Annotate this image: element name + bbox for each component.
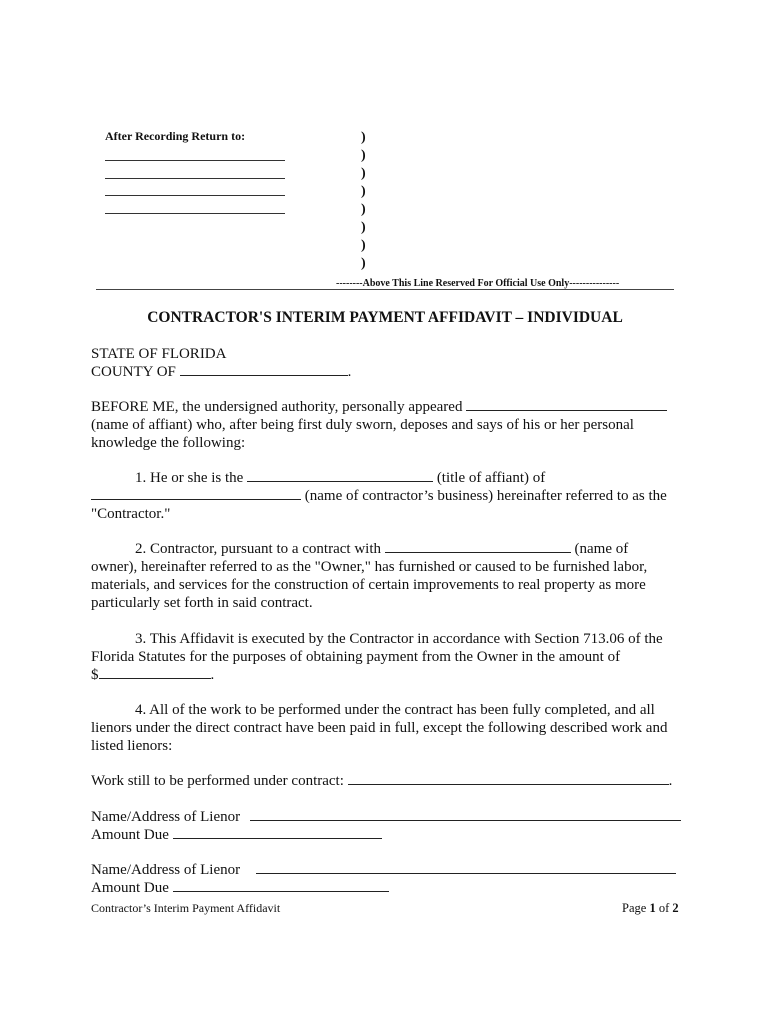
lienor-2-amount-line (91, 879, 676, 897)
lienor-name-label: Name/Address of Lienor (91, 862, 241, 878)
recording-return-label: After Recording Return to: (105, 129, 246, 143)
lienor-2-name-blank[interactable] (256, 861, 676, 874)
para2-line-2: owner), hereinafter referred to as the "Owner," has furnished or caused to be furnished labor, (91, 559, 648, 575)
bracket-paren: ) (361, 130, 366, 145)
lienor-1-name-line (91, 808, 676, 826)
intro-line-3: knowledge the following: (91, 435, 246, 451)
official-use-note: --------Above This Line Reserved For Official Use Only--------------- (336, 278, 620, 289)
bracket-paren: ) (361, 238, 366, 253)
work-remaining-blank[interactable] (348, 772, 669, 785)
recording-address-line[interactable] (105, 213, 285, 214)
intro-line-2: (name of affiant) who, after being first duly sworn, deposes and says of his or her personal (91, 417, 634, 433)
county-label: COUNTY OF (91, 364, 176, 380)
document-title: CONTRACTOR'S INTERIM PAYMENT AFFIDAVIT – INDIVIDUAL (147, 309, 623, 326)
contractor-business-blank[interactable] (91, 487, 301, 500)
para3-line-3 (91, 666, 676, 684)
recording-address-line[interactable] (105, 160, 285, 161)
recording-address-line[interactable] (105, 178, 285, 179)
county-line (91, 363, 676, 381)
page-indicator (622, 901, 679, 916)
bracket-paren: ) (361, 220, 366, 235)
lienor-2-amount-blank[interactable] (173, 879, 389, 892)
lienor-1-amount-blank[interactable] (173, 826, 382, 839)
owner-name-blank[interactable] (385, 540, 571, 553)
amount-due-label: Amount Due (91, 827, 169, 843)
para2-text-a: 2. Contractor, pursuant to a contract with (135, 541, 381, 557)
para2-line-3: materials, and services for the construction of certain improvements to real property as more (91, 577, 646, 593)
para3-line-1: 3. This Affidavit is executed by the Contractor in accordance with Section 713.06 of the (135, 631, 663, 647)
bracket-paren: ) (361, 184, 366, 199)
payment-amount-blank[interactable] (99, 666, 211, 679)
work-period: . (668, 773, 673, 789)
para1-text-a: 1. He or she is the (135, 470, 244, 486)
page-total: 2 (672, 901, 679, 915)
bracket-paren: ) (361, 256, 366, 271)
bracket-paren: ) (361, 166, 366, 181)
para4-line-1: 4. All of the work to be performed under the contract has been fully completed, and all (135, 702, 655, 718)
para1-line-3: "Contractor." (91, 506, 171, 522)
county-period: . (347, 364, 352, 380)
intro-line-1 (91, 398, 676, 416)
intro-before-text: BEFORE ME, the undersigned authority, personally appeared (91, 399, 463, 415)
footer-doc-title: Contractor’s Interim Payment Affidavit (91, 901, 281, 915)
lienor-1-amount-line (91, 826, 676, 844)
dollar-sign: $ (91, 667, 99, 683)
para4-line-2: lienors under the direct contract have been paid in full, except the following described work and (91, 720, 668, 736)
bracket-paren: ) (361, 148, 366, 163)
work-remaining-label: Work still to be performed under contract: (91, 773, 344, 789)
para3-line-2: Florida Statutes for the purposes of obtaining payment from the Owner in the amount of (91, 649, 621, 665)
para1-line-2 (91, 487, 676, 505)
page-word: Page (622, 901, 647, 915)
state-line: STATE OF FLORIDA (91, 346, 227, 362)
para1-text-b: (title of affiant) of (436, 470, 546, 486)
official-use-divider (96, 289, 674, 290)
para2-text-b: (name of (574, 541, 629, 557)
para2-line-4: particularly set forth in said contract. (91, 595, 313, 611)
amount-period: . (210, 667, 215, 683)
lienor-2-name-line (91, 861, 676, 879)
affiant-name-blank[interactable] (466, 398, 667, 411)
lienor-name-label: Name/Address of Lienor (91, 809, 241, 825)
page-number: 1 (649, 901, 656, 915)
work-remaining-line (91, 772, 676, 790)
county-blank[interactable] (180, 363, 348, 376)
para1-text-c: (name of contractor’s business) hereinafter referred to as the (304, 488, 667, 504)
affiant-title-blank[interactable] (247, 469, 433, 482)
lienor-1-name-blank[interactable] (250, 808, 681, 821)
para2-line-1 (135, 540, 720, 558)
para4-line-3: listed lienors: (91, 738, 173, 754)
of-word: of (658, 901, 670, 915)
bracket-paren: ) (361, 202, 366, 217)
para1-line-1 (135, 469, 720, 487)
amount-due-label: Amount Due (91, 880, 169, 896)
recording-address-line[interactable] (105, 195, 285, 196)
